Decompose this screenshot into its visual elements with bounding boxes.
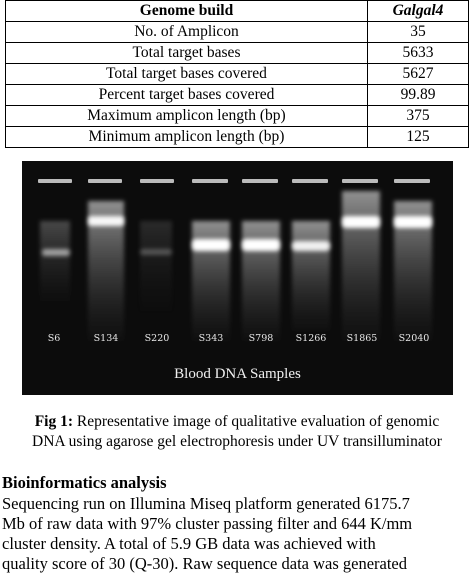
- figure-caption-line2: DNA using agarose gel electrophoresis under UV transilluminator: [32, 433, 442, 450]
- row-value: 99.89: [368, 85, 469, 106]
- lane-label: S134: [93, 333, 119, 344]
- row-label: Total target bases: [6, 43, 368, 64]
- row-label: Percent target bases covered: [6, 85, 368, 106]
- paragraph-line: quality score of 30 (Q-30). Raw sequence data was generated: [2, 554, 408, 573]
- row-label: Total target bases covered: [6, 64, 368, 85]
- table-row: [6, 43, 469, 64]
- table-row: [6, 85, 469, 106]
- lane-label: S798: [248, 333, 274, 344]
- row-value: 125: [368, 127, 469, 148]
- table-row: [6, 22, 469, 43]
- row-value: 35: [368, 22, 469, 43]
- row-value: 5633: [368, 43, 469, 64]
- lane-label: S1266: [295, 333, 327, 344]
- header-value: Galgal4: [368, 1, 469, 22]
- section-paragraph: [2, 494, 470, 574]
- paragraph-line: Mb of raw data with 97% cluster passing filter and 644 K/mm: [2, 514, 413, 533]
- figure-caption-line1: Representative image of qualitative evaluation of genomic: [73, 413, 440, 430]
- paragraph-line: cluster density. A total of 5.9 GB data was achieved with: [2, 534, 376, 553]
- row-label: Minimum amplicon length (bp): [6, 127, 368, 148]
- figure-caption: [0, 412, 474, 452]
- lane-label: S2040: [398, 333, 430, 344]
- gel-bands: [22, 161, 453, 395]
- row-value: 5627: [368, 64, 469, 85]
- table-row: [6, 64, 469, 85]
- lane-label: S343: [198, 333, 224, 344]
- lane-label: S6: [47, 333, 61, 344]
- table-header-row: [6, 1, 469, 22]
- lane-label: S220: [144, 333, 170, 344]
- paragraph-line: Sequencing run on Illumina Miseq platform generated 6175.7: [2, 494, 410, 513]
- amplicon-summary-table: [5, 0, 469, 148]
- lane-label: S1865: [346, 333, 378, 344]
- gel-electrophoresis-image: [22, 161, 453, 395]
- row-label: No. of Amplicon: [6, 22, 368, 43]
- row-label: Maximum amplicon length (bp): [6, 106, 368, 127]
- figure-caption-prefix: Fig 1:: [34, 413, 74, 430]
- table-row: [6, 127, 469, 148]
- section-title: Bioinformatics analysis: [2, 473, 167, 492]
- header-label: Genome build: [6, 1, 368, 22]
- row-value: 375: [368, 106, 469, 127]
- gel-image-caption: Blood DNA Samples: [174, 366, 301, 382]
- table-row: [6, 106, 469, 127]
